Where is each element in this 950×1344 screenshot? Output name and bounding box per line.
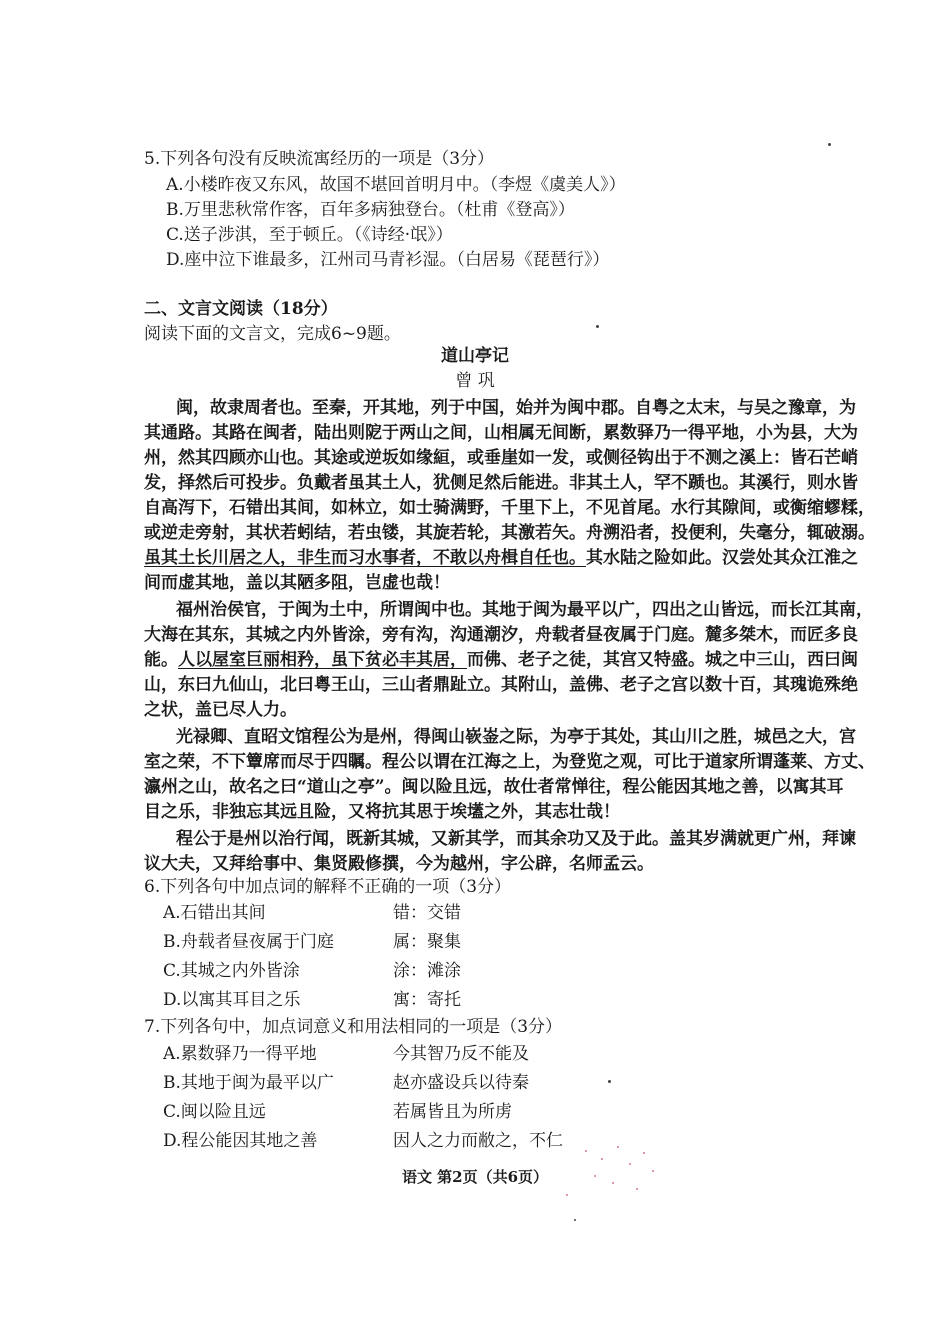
q6-option-b: B.舟载者昼夜属于门庭: [163, 932, 334, 952]
q7-option-b: B.其地于闽为最平以广: [163, 1073, 334, 1093]
scan-speck: [643, 1152, 645, 1154]
underlined-sentence: 人以屋室巨丽相矜，虽下贫必丰其居，: [178, 650, 467, 670]
passage-line: 自高泻下，石错出其间，如林立，如士骑满野，千里下上，不见首尾。水行其隙间，或衡缩蟉糅，: [144, 498, 875, 518]
underlined-sentence: 虽其土长川居之人，非生而习水事者，不敢以舟楫自任也。: [144, 548, 586, 568]
section-instruction: 阅读下面的文言文，完成6~9题。: [144, 324, 401, 344]
scan-speck: [629, 1163, 631, 1165]
passage-line: 山，东曰九仙山，北曰粤王山，三山者鼎趾立。其附山，盖佛、老子之宫以数十百，其瑰诡殊绝: [144, 675, 858, 695]
q5-option-c: C.送子涉淇，至于顿丘。（《诗经·氓》）: [166, 225, 453, 245]
passage-line: 目之乐，非独忘其远且险，又将抗其思于埃壒之外，其志壮哉！: [144, 802, 620, 822]
scan-speck: [585, 1150, 587, 1152]
q6-gloss-c: 涂：滩涂: [393, 961, 461, 981]
q7-compare-c: 若属皆且为所虏: [393, 1102, 512, 1122]
passage-line: 州，然其四顾亦山也。其途或逆坂如缘絙，或垂崖如一发，或侧径钩出于不测之溪上：皆石芒峭: [144, 448, 858, 468]
scan-speck: [574, 1219, 576, 1221]
q6-option-a: A.石错出其间: [163, 903, 266, 923]
q7-option-a: A.累数驿乃一得平地: [163, 1044, 317, 1064]
section-heading: 二、文言文阅读（18分）: [144, 299, 338, 319]
passage-line: 闽，故隶周者也。至秦，开其地，列于中国，始并为闽中郡。自粤之太末，与吴之豫章，为: [176, 398, 856, 418]
passage-line: 大海在其东，其城之内外皆涂，旁有沟，沟通潮汐，舟载者昼夜属于门庭。麓多桀木，而匠多良: [144, 625, 858, 645]
passage-line: 之状，盖已尽人力。: [144, 700, 297, 720]
q6-option-d: D.以寓其耳目之乐: [163, 990, 301, 1010]
q6-gloss-d: 寓：寄托: [393, 990, 461, 1010]
passage-text: 而佛、老子之徒，其宫又特盛。城之中三山，西曰闽: [467, 650, 858, 670]
scan-speck: [612, 1182, 614, 1184]
q7-stem: 7.下列各句中，加点词意义和用法相同的一项是（3分）: [144, 1017, 563, 1037]
passage-line-underlined: [144, 648, 858, 672]
q7-compare-d: 因人之力而敝之，不仁: [393, 1131, 563, 1151]
q5-stem: 5.下列各句没有反映流寓经历的一项是（3分）: [144, 149, 495, 169]
q7-option-d: D.程公能因其地之善: [163, 1131, 318, 1151]
passage-line: 瀛州之山，故名之曰“道山之亭”。闽以险且远，故仕者常惮往，程公能因其地之善，以寓其耳: [144, 777, 844, 797]
q6-gloss-a: 错：交错: [393, 903, 461, 923]
scan-speck: [601, 1158, 603, 1160]
q5-option-a: A.小楼昨夜又东风，故国不堪回首明月中。（李煜《虞美人》）: [166, 175, 626, 195]
q7-compare-a: 今其智乃反不能及: [393, 1044, 529, 1064]
passage-line: 光禄卿、直昭文馆程公为是州，得闽山嵚崟之际，为亭于其处，其山川之胜，城邑之大，宫: [176, 727, 856, 747]
passage-line: 福州治侯官，于闽为土中，所谓闽中也。其地于闽为最平以广，四出之山皆远，而长江其南，: [176, 600, 873, 620]
passage-line: 室之荣，不下簟席而尽于四瞩。程公以谓在江海之上，为登览之观，可比于道家所谓蓬莱、方丈、: [144, 752, 875, 772]
passage-line-underlined: [144, 546, 858, 570]
q6-stem: 6.下列各句中加点词的解释不正确的一项（3分）: [144, 877, 512, 897]
scan-speck: [617, 1146, 619, 1148]
q6-option-c: C.其城之内外皆涂: [163, 961, 300, 981]
scan-speck: [608, 1080, 611, 1083]
scan-speck: [594, 1175, 596, 1177]
scan-speck: [596, 325, 599, 328]
q7-compare-b: 赵亦盛设兵以待秦: [393, 1073, 529, 1093]
passage-line: 或逆走旁射，其状若蚓结，若虫镂，其旋若轮，其激若矢。舟溯沿者，投便利，失毫分，辄破溺。: [144, 523, 875, 543]
passage-author: 曾 巩: [455, 371, 495, 391]
passage-line: 程公于是州以治行闻，既新其城，又新其学，而其余功又及于此。盖其岁满就更广州，拜谏: [176, 829, 856, 849]
scan-speck: [566, 1194, 568, 1196]
scan-speck: [652, 1170, 654, 1172]
passage-title: 道山亭记: [441, 346, 509, 366]
passage-line: 议大夫，又拜给事中、集贤殿修撰，今为越州，字公辟，名师孟云。: [144, 854, 654, 874]
passage-line: 其通路。其路在闽者，陆出则阸于两山之间，山相属无间断，累数驿乃一得平地，小为县，大为: [144, 423, 858, 443]
scan-speck: [636, 1188, 638, 1190]
q5-option-b: B.万里悲秋常作客，百年多病独登台。（杜甫《登高》）: [166, 200, 575, 220]
q5-option-d: D.座中泣下谁最多，江州司马青衫湿。（白居易《琵琶行》）: [166, 250, 610, 270]
passage-text: 能。: [144, 650, 178, 670]
q7-option-c: C.闽以险且远: [163, 1102, 266, 1122]
scan-speck: [828, 143, 831, 146]
passage-text: 其水陆之险如此。汉尝处其众江淮之: [586, 548, 858, 568]
passage-line: 发，择然后可投步。负戴者虽其土人，犹侧足然后能进。非其土人，罕不踬也。其溪行，则水皆: [144, 473, 858, 493]
passage-line: 间而虚其地，盖以其陋多阻，岂虚也哉！: [144, 573, 450, 593]
page-footer: 语文 第2页（共6页）: [401, 1168, 549, 1186]
q6-gloss-b: 属：聚集: [393, 932, 461, 952]
